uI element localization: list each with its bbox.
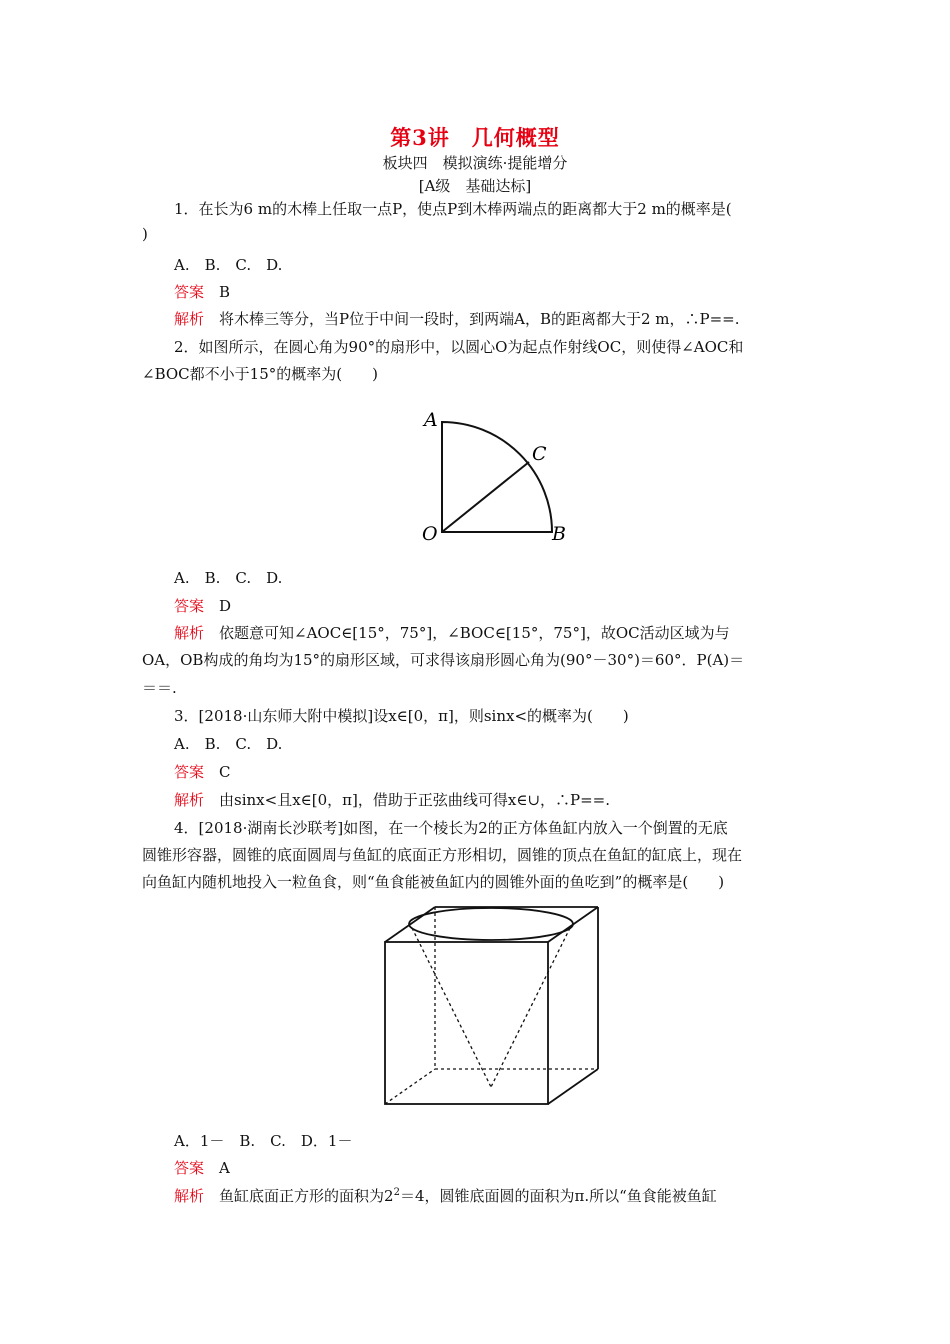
- analysis-label: 解析: [174, 791, 205, 809]
- answer-value: D: [219, 597, 232, 615]
- cone-base-circle: [409, 908, 573, 940]
- q4-stem-line2: 圆锥形容器，圆锥的底面圆周与鱼缸的底面正方形相切，圆锥的顶点在鱼缸的缸底上，现在: [142, 846, 743, 864]
- q2-analysis-line1: [174, 622, 730, 643]
- section-subtitle: 板块四 模拟演练·提能增分: [382, 154, 568, 172]
- analysis-text-part2: ＝4，圆锥底面圆的面积为π.所以“鱼食能被鱼缸: [399, 1187, 717, 1205]
- answer-value: C: [219, 763, 231, 781]
- q2-analysis-line3: ＝＝.: [142, 679, 177, 697]
- q2-analysis-line2: OA，OB构成的角均为15°的扇形区域，可求得该扇形圆心角为(90°－30°)＝60°．P(A)＝: [142, 651, 745, 669]
- q2-stem-line2: ∠BOC都不小于15°的概率为( ): [142, 365, 378, 383]
- cube-hidden-edge: [385, 1069, 435, 1104]
- q2-answer: [174, 595, 231, 616]
- sector-figure: [398, 390, 588, 560]
- cube-edge: [385, 907, 435, 942]
- answer-label: 答案: [174, 597, 205, 615]
- q4-stem-line1: 4．[2018·湖南长沙联考]如图，在一个棱长为2的正方体鱼缸内放入一个倒置的无底: [174, 819, 728, 837]
- q1-options: A. B. C. D.: [174, 256, 283, 274]
- label-b: B: [552, 523, 566, 545]
- cone-generatrix: [491, 928, 570, 1087]
- cube-front-face: [385, 942, 548, 1104]
- answer-value: B: [219, 283, 231, 301]
- q1-stem-line2: ): [142, 225, 148, 243]
- q1-analysis: [174, 308, 740, 329]
- analysis-label: 解析: [174, 1187, 205, 1205]
- level-label: [A级 基础达标]: [418, 177, 532, 195]
- sector-outline: [442, 422, 552, 532]
- analysis-label: 解析: [174, 310, 205, 328]
- cone-generatrix: [412, 928, 491, 1087]
- q3-options: A. B. C. D.: [174, 735, 283, 753]
- q2-stem-line1: 2．如图所示，在圆心角为90°的扇形中，以圆心O为起点作射线OC，则使得∠AOC和: [174, 338, 744, 356]
- label-a: A: [424, 409, 438, 431]
- cube-edge: [548, 1069, 598, 1104]
- q1-stem-line1: 1．在长为6 m的木棒上任取一点P，使点P到木棒两端点的距离都大于2 m的概率是(: [174, 200, 732, 218]
- q4-options: A．1－ B. C. D．1－: [174, 1132, 353, 1150]
- cube-cone-figure: [370, 897, 615, 1122]
- page-title: 第3讲 几何概型: [390, 125, 560, 150]
- analysis-text-part1: 鱼缸底面正方形的面积为2: [219, 1187, 394, 1205]
- answer-label: 答案: [174, 283, 205, 301]
- analysis-text: 由sinx<且x∈[0，π]，借助于正弦曲线可得x∈∪，∴P==.: [219, 791, 611, 809]
- q1-answer: [174, 281, 230, 302]
- q3-analysis: [174, 789, 610, 810]
- q4-analysis: [174, 1185, 717, 1206]
- answer-label: 答案: [174, 763, 205, 781]
- ray-oc: [442, 462, 529, 532]
- answer-label: 答案: [174, 1159, 205, 1177]
- q2-options: A. B. C. D.: [174, 569, 283, 587]
- q3-stem: 3．[2018·山东师大附中模拟]设x∈[0，π]，则sinx<的概率为( ): [174, 707, 629, 725]
- analysis-superscript: 2: [393, 1187, 400, 1198]
- q4-stem-line3: 向鱼缸内随机地投入一粒鱼食，则“鱼食能被鱼缸内的圆锥外面的鱼吃到”的概率是( ): [142, 873, 725, 891]
- q3-answer: [174, 761, 231, 782]
- answer-value: A: [219, 1159, 230, 1177]
- label-c: C: [532, 443, 547, 465]
- analysis-label: 解析: [174, 624, 205, 642]
- analysis-text: 依题意可知∠AOC∈[15°，75°]，∠BOC∈[15°，75°]，故OC活动区域为与: [219, 624, 730, 642]
- analysis-text: 将木棒三等分，当P位于中间一段时，到两端A，B的距离都大于2 m，∴P==.: [219, 310, 740, 328]
- label-o: O: [422, 523, 438, 545]
- q4-answer: [174, 1157, 230, 1178]
